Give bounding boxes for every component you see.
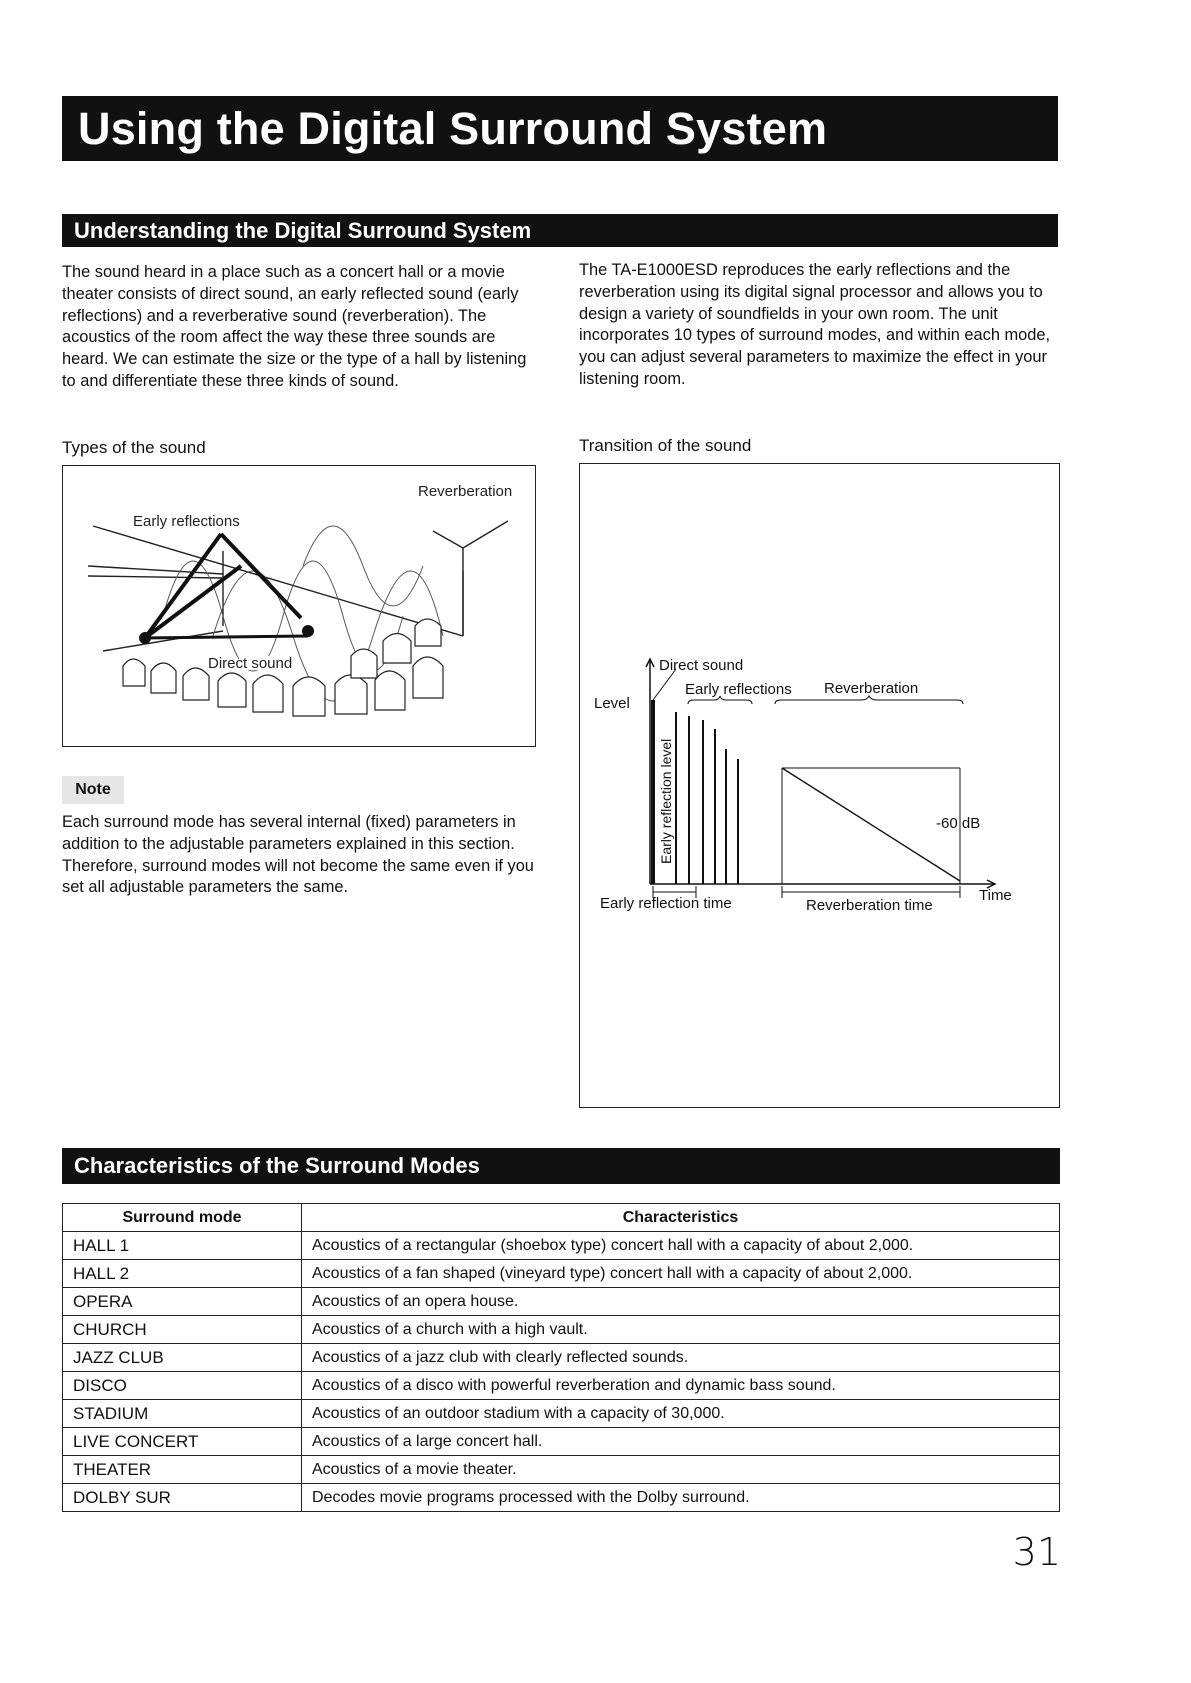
early-reflection-bars	[676, 712, 738, 884]
mode-cell: OPERA	[63, 1288, 302, 1316]
characteristics-cell: Acoustics of a church with a high vault.	[302, 1316, 1060, 1344]
section-heading-understanding: Understanding the Digital Surround System	[62, 214, 1058, 247]
table-row	[63, 1484, 1060, 1512]
table-row	[63, 1400, 1060, 1428]
label-reverberation: Reverberation	[824, 680, 919, 697]
performer	[139, 632, 151, 644]
intro-paragraph-left: The sound heard in a place such as a concert hall or a movie theater consists of direct sound, an early reflected sound (early reflections) and a reverberative sound (reverberation). The acoustics of the room affect the way these three sounds are heard. We can estimate the size or the type of a hall by listening to and differentiate these three kinds of sound.	[62, 263, 527, 390]
mode-cell: JAZZ CLUB	[63, 1344, 302, 1372]
types-of-sound-figure	[62, 465, 536, 747]
transition-chart	[580, 464, 1058, 1106]
mode-cell: DOLBY SUR	[63, 1484, 302, 1512]
figure-caption-types: Types of the sound	[62, 438, 206, 457]
characteristics-cell: Decodes movie programs processed with the Dolby surround.	[302, 1484, 1060, 1512]
table-row	[63, 1344, 1060, 1372]
label-minus-60-db: -60 dB	[936, 815, 981, 832]
note-paragraph-1: Each surround mode has several internal (fixed) parameters in addition to the adjustable parameters explained in this section.	[62, 813, 516, 853]
ceiling-line	[93, 526, 463, 636]
label-reverberation: Reverberation	[418, 483, 513, 500]
table-row	[63, 1288, 1060, 1316]
mode-cell: THEATER	[63, 1456, 302, 1484]
characteristics-cell: Acoustics of a fan shaped (vineyard type) concert hall with a capacity of about 2,000.	[302, 1260, 1060, 1288]
characteristics-cell: Acoustics of an opera house.	[302, 1288, 1060, 1316]
mode-cell: CHURCH	[63, 1316, 302, 1344]
label-time: Time	[979, 887, 1012, 904]
mode-cell: HALL 1	[63, 1232, 302, 1260]
label-early-reflection-time: Early reflection time	[600, 895, 732, 912]
note-label: Note	[62, 776, 124, 804]
characteristics-cell: Acoustics of a large concert hall.	[302, 1428, 1060, 1456]
characteristics-cell: Acoustics of a rectangular (shoebox type) concert hall with a capacity of about 2,000.	[302, 1232, 1060, 1260]
characteristics-cell: Acoustics of an outdoor stadium with a capacity of 30,000.	[302, 1400, 1060, 1428]
characteristics-cell: Acoustics of a movie theater.	[302, 1456, 1060, 1484]
label-direct-sound: Direct sound	[659, 657, 744, 674]
section-heading-characteristics: Characteristics of the Surround Modes	[62, 1148, 1060, 1184]
label-reverberation-time: Reverberation time	[806, 897, 933, 914]
page-title: Using the Digital Surround System	[62, 96, 1058, 161]
mode-cell: DISCO	[63, 1372, 302, 1400]
label-early-reflections: Early reflections	[685, 681, 792, 698]
note-paragraph-2: Therefore, surround modes will not become the same even if you set all adjustable parameters the same.	[62, 856, 534, 897]
intro-paragraph-right: The TA-E1000ESD reproduces the early reflections and the reverberation using its digital signal processor and allows you to design a variety of soundfields in your own room. The unit incorporates 10 types of surround modes, and within each mode, you can adjust several parameters to maximize the effect in your listening room.	[579, 261, 1051, 388]
characteristics-cell: Acoustics of a disco with powerful reverberation and dynamic bass sound.	[302, 1372, 1060, 1400]
table-header-row	[63, 1204, 1060, 1232]
concert-hall-illustration	[63, 466, 534, 745]
label-early-reflection-level: Early reflection level	[658, 738, 674, 864]
label-early-reflections: Early reflections	[133, 513, 240, 530]
characteristics-cell: Acoustics of a jazz club with clearly reflected sounds.	[302, 1344, 1060, 1372]
mode-cell: HALL 2	[63, 1260, 302, 1288]
direct-sound-arrow	[145, 636, 308, 638]
table-row	[63, 1456, 1060, 1484]
surround-modes-table	[62, 1203, 1060, 1512]
label-level: Level	[594, 695, 630, 712]
mode-cell: LIVE CONCERT	[63, 1428, 302, 1456]
mode-cell: STADIUM	[63, 1400, 302, 1428]
page-number: 31	[1012, 1530, 1061, 1574]
table-row	[63, 1260, 1060, 1288]
label-direct-sound: Direct sound	[208, 655, 293, 672]
table-row	[63, 1428, 1060, 1456]
transition-of-sound-figure	[579, 463, 1060, 1108]
listener	[302, 625, 314, 637]
table-row	[63, 1372, 1060, 1400]
note-text	[62, 812, 546, 899]
reverb-decay-line	[782, 768, 960, 881]
table-row	[63, 1232, 1060, 1260]
column-header-characteristics: Characteristics	[302, 1204, 1060, 1232]
table-row	[63, 1316, 1060, 1344]
column-header-mode: Surround mode	[63, 1204, 302, 1232]
figure-caption-transition: Transition of the sound	[579, 436, 752, 455]
